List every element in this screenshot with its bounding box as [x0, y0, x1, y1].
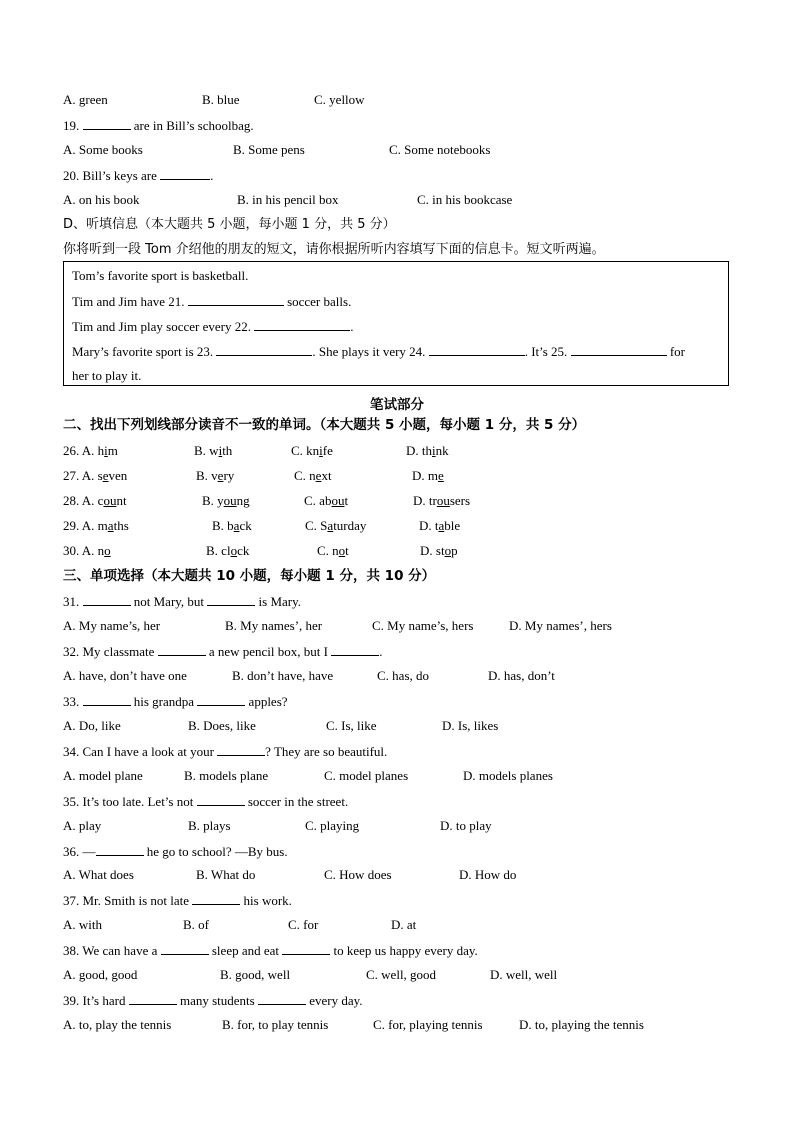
answer-blank	[217, 743, 265, 756]
info-line-2: Tim and Jim have 21. soccer balls.	[72, 294, 352, 309]
answer-blank	[160, 167, 210, 180]
q35-stem: 35. It’s too late. Let’s not soccer in the street.	[63, 794, 349, 809]
q37-option-a: A. with	[63, 917, 102, 932]
answer-blank-21	[188, 293, 284, 306]
section-2-title: 二、找出下列划线部分读音不一致的单词。（本大题共 5 小题，每小题 1 分，共 5 分）	[63, 417, 586, 433]
q19-option-b: B. Some pens	[233, 142, 305, 157]
q18-option-c: C. yellow	[314, 92, 365, 107]
q37-option-c: C. for	[288, 917, 319, 932]
q39-option-b: B. for, to play tennis	[222, 1017, 329, 1032]
q36-option-d: D. How do	[459, 867, 517, 882]
answer-blank	[197, 693, 245, 706]
answer-blank-22	[254, 318, 350, 331]
q38-option-b: B. good, well	[220, 967, 291, 982]
exam-page: A. green B. blue C. yellow 19. are in Bill’s schoolbag. A. Some books B. Some pens C. Some notebooks 20. Bill’s keys are . A. on his book B. in his pencil box C. in his bookcase D、听填信息（本大题共 5 小题，每小题 1 分，共 5 分） 你将听到一段 Tom 介绍他的朋友的短文，请你根据所听内容填写下面的信息卡。短文听两遍。 Tom’s favorite sport is basketball. Tim and Jim have 21. soccer balls. Tim and Jim play soccer every 22. . Mary’s favorite sport is 23. . She plays it very 24. . It’s 25. for her to play it. 笔试部分 二、找出下列划线部分读音不一致的单词。（本大题共 5 小题，每小题 1 分，共 5 分） 26. A. him B. with C. knife D. think 27. A. seven B. very C. next D. me 28. A. count B. young C. about D. trousers 29. A. maths B. back C. Saturday D. table 30. A. no B. clock C. not D. stop 三、单项选择（本大题共 10 小题，每小题 1 分，共 10 分） 31. not Mary, but is Mary. A. My name’s, her B. My names’, her C. My name’s, hers D. My names’, hers 32. My classmate a new pencil box, but I . A. have, don’t have one B. don’t have, have C. has, do D. has, don’t 33. his grandpa apples? A. Do, like B. Does, like C. Is, like D. Is, likes 34. Can I have a look at your ? They are so beautiful. A. model plane B. models plane C. model planes D. models planes 35. It’s too late. Let’s not soccer in the street. A. play B. plays C. playing D. to play 36. — he go to school? —By bus. A. What does B. What do C. How does D. How do 37. Mr. Smith is not late his work. A. with B. of C. for D. at 38. We can have a sleep and eat to keep us happy every day. A. good, good B. good, well C. well, good D. well, well 39. It’s hard many students every day. A. to, play the tennis B. for, to play tennis C. for, playing tennis D. to, playing the tennis	[0, 0, 794, 1123]
answer-blank-24	[429, 343, 525, 356]
written-part-title: 笔试部分	[370, 397, 424, 413]
q34-option-b: B. models plane	[184, 768, 269, 783]
q35-option-b: B. plays	[188, 818, 231, 833]
answer-blank	[83, 593, 131, 606]
q38-option-c: C. well, good	[366, 967, 437, 982]
q33-stem: 33. his grandpa apples?	[63, 694, 288, 709]
q38-option-d: D. well, well	[490, 967, 558, 982]
q19-option-c: C. Some notebooks	[389, 142, 491, 157]
q20-stem: 20. Bill’s keys are .	[63, 168, 214, 183]
q37-option-d: D. at	[391, 917, 417, 932]
info-card	[63, 261, 729, 386]
section-3-title: 三、单项选择（本大题共 10 小题，每小题 1 分，共 10 分）	[63, 568, 436, 584]
info-line-3: Tim and Jim play soccer every 22. .	[72, 319, 354, 334]
answer-blank	[158, 643, 206, 656]
q31-option-a: A. My name’s, her	[63, 618, 161, 633]
q33-option-b: B. Does, like	[188, 718, 256, 733]
q31-option-b: B. My names’, her	[225, 618, 323, 633]
section-d-instruction: 你将听到一段 Tom 介绍他的朋友的短文，请你根据所听内容填写下面的信息卡。短文听两遍。	[63, 242, 605, 257]
answer-blank	[129, 992, 177, 1005]
answer-blank	[258, 992, 306, 1005]
info-line-1: Tom’s favorite sport is basketball.	[72, 268, 249, 283]
q32-option-d: D. has, don’t	[488, 668, 555, 683]
q38-stem: 38. We can have a sleep and eat to keep us happy every day.	[63, 943, 478, 958]
q34-option-a: A. model plane	[63, 768, 143, 783]
answer-blank	[207, 593, 255, 606]
q36-option-c: C. How does	[324, 867, 392, 882]
answer-blank	[192, 892, 240, 905]
q35-option-d: D. to play	[440, 818, 492, 833]
q33-option-d: D. Is, likes	[442, 718, 499, 733]
q35-option-c: C. playing	[305, 818, 360, 833]
q20-option-c: C. in his bookcase	[417, 192, 513, 207]
q18-option-a: A. green	[63, 92, 108, 107]
q39-stem: 39. It’s hard many students every day.	[63, 993, 363, 1008]
q33-option-a: A. Do, like	[63, 718, 121, 733]
q31-stem: 31. not Mary, but is Mary.	[63, 594, 302, 609]
q38-option-a: A. good, good	[63, 967, 138, 982]
q33-option-c: C. Is, like	[326, 718, 377, 733]
q39-option-d: D. to, playing the tennis	[519, 1017, 644, 1032]
answer-blank	[96, 843, 144, 856]
q32-option-c: C. has, do	[377, 668, 429, 683]
q36-option-a: A. What does	[63, 867, 134, 882]
answer-blank	[83, 693, 131, 706]
q19-stem: 19. are in Bill’s schoolbag.	[63, 118, 254, 133]
q31-option-c: C. My name’s, hers	[372, 618, 474, 633]
q34-stem: 34. Can I have a look at your ? They are so beautiful.	[63, 744, 388, 759]
q39-option-c: C. for, playing tennis	[373, 1017, 483, 1032]
q32-option-a: A. have, don’t have one	[63, 668, 187, 683]
q31-option-d: D. My names’, hers	[509, 618, 612, 633]
q37-option-b: B. of	[183, 917, 209, 932]
answer-blank	[83, 117, 131, 130]
q19-option-a: A. Some books	[63, 142, 143, 157]
section-d-title: D、听填信息（本大题共 5 小题，每小题 1 分，共 5 分）	[63, 217, 396, 232]
answer-blank-23	[216, 343, 312, 356]
q32-option-b: B. don’t have, have	[232, 668, 334, 683]
q36-stem: 36. — he go to school? —By bus.	[63, 844, 288, 859]
q32-stem: 32. My classmate a new pencil box, but I .	[63, 644, 383, 659]
q37-stem: 37. Mr. Smith is not late his work.	[63, 893, 292, 908]
answer-blank	[282, 942, 330, 955]
answer-blank	[331, 643, 379, 656]
answer-blank	[197, 793, 245, 806]
q20-option-a: A. on his book	[63, 192, 140, 207]
q35-option-a: A. play	[63, 818, 102, 833]
q34-option-d: D. models planes	[463, 768, 553, 783]
info-line-5: her to play it.	[72, 368, 142, 383]
answer-blank-25	[571, 343, 667, 356]
q34-option-c: C. model planes	[324, 768, 409, 783]
q36-option-b: B. What do	[196, 867, 256, 882]
q20-option-b: B. in his pencil box	[237, 192, 339, 207]
info-line-4: Mary’s favorite sport is 23. . She plays it very 24. . It’s 25. for	[72, 344, 685, 359]
answer-blank	[161, 942, 209, 955]
q39-option-a: A. to, play the tennis	[63, 1017, 172, 1032]
q18-option-b: B. blue	[202, 92, 240, 107]
